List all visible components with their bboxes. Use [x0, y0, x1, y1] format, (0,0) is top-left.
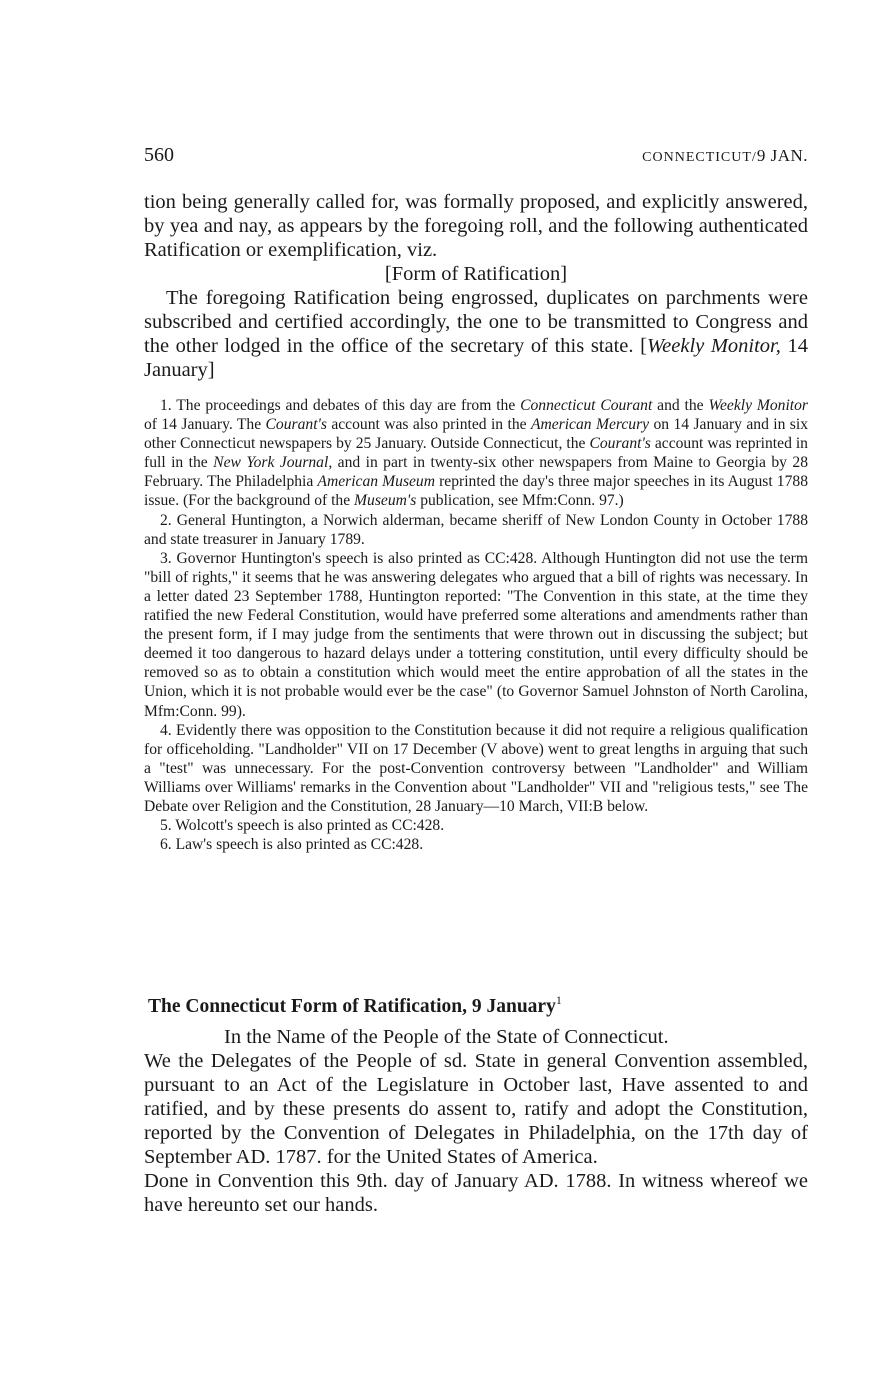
- footnote-6: 6. Law's speech is also printed as CC:428.: [160, 836, 424, 854]
- intro-paragraph-1: tion being generally called for, was formally proposed, and explicitly answered, by yea and nay, as appears by the foregoing roll, and the following authenticated Ratification or exemplification, viz.: [144, 191, 808, 261]
- section-title-text: The Connecticut Form of Ratification, 9 January: [148, 996, 556, 1017]
- footnote-3: 3. Governor Huntington's speech is also printed as CC:428. Although Huntington did not use the term "bill of rights," it seems that he was answering delegates who argued that a bill of rights was necessary. In a letter dated 23 September 1788, Huntington reported: "The Convention in this state, at the time they ratified the new Federal Constitution, would have preferred some alterations and amendments rather than the present form, if I may judge from the sentiments that were thrown out in discussing the subject; but deemed it too dangerous to hazard delays under a tottering constitution, until every difficulty should be removed so as to obtain a constitution which would meet the entire approbation of all the states in the Union, which it is not probable would ever be the case" (to Governor Samuel Johnston of North Carolina, Mfm:Conn. 99).: [144, 549, 808, 720]
- fn1-text: on 14 January and in six other Connecticut newspapers by 25 January. Outside Connecticut, the: [144, 416, 808, 453]
- form-preamble: In the Name of the People of the State of Connecticut.: [224, 1026, 669, 1048]
- fn1-italic: Connecticut Courant: [520, 397, 653, 414]
- source-bracket: [: [640, 335, 647, 357]
- intro-text: [144, 190, 808, 382]
- fn1-italic: Weekly Monitor: [708, 397, 808, 414]
- page-number: 560: [144, 144, 174, 166]
- intro-paragraph-2-text: The foregoing Ratification being engrossed, duplicates on parchments were subscribed and certified accordingly, the one to be transmitted to Congress and the other lodged in the office of the secretary of this state.: [144, 287, 808, 357]
- fn1-italic: American Museum: [317, 473, 435, 491]
- footnotes: [144, 396, 808, 854]
- footnote-2: 2. General Huntington, a Norwich alderman, became sheriff of New London County in October 1788 and state treasurer in January 1789.: [144, 511, 808, 548]
- source-title: Weekly Monitor,: [646, 335, 781, 357]
- footnote-5: 5. Wolcott's speech is also printed as CC:428.: [160, 817, 445, 835]
- fn1-text: and the: [652, 397, 709, 414]
- fn1-text: of 14 January. The: [144, 416, 266, 434]
- fn1-text: publication, see Mfm:Conn. 97.): [416, 492, 624, 510]
- intro-paragraph-2: [144, 286, 808, 382]
- fn1-text: and in part in twenty-six other newspapers from Maine to Georgia by 28 February. The Philadelphia: [144, 454, 808, 491]
- fn1-italic: Courant's: [265, 416, 327, 434]
- fn1-italic: New York Journal,: [213, 454, 333, 472]
- running-head-state: CONNECTICUT/: [642, 150, 757, 165]
- form-of-ratification-heading: [Form of Ratification]: [384, 263, 568, 285]
- fn1-text: account was also printed in the: [326, 416, 531, 434]
- footnote-1: [144, 396, 808, 511]
- source-date: 14 January]: [144, 335, 809, 381]
- ratification-form-text: [144, 1025, 808, 1217]
- form-paragraph-2: Done in Convention this 9th. day of January AD. 1788. In witness whereof we have hereunto set our hands.: [144, 1170, 808, 1216]
- fn1-italic: American Mercury: [530, 416, 650, 434]
- fn1-italic: Courant's: [589, 435, 651, 453]
- running-head: [642, 146, 808, 166]
- section-title-footnote-marker: 1: [555, 993, 562, 1007]
- footnote-4: 4. Evidently there was opposition to the Constitution because it did not require a religious qualification for officeholding. "Landholder" VII on 17 December (V above) went to great lengths in arguing that such a "test" was unnecessary. For the post-Convention controversy between "Landholder" and William Williams over Williams' remarks in the Convention about "Landholder" VII and "religious tests," see The Debate over Religion and the Constitution, 28 January—10 March, VII:B below.: [144, 721, 808, 815]
- section-title: [148, 993, 808, 1018]
- fn1-text: 1. The proceedings and debates of this day are from the: [160, 397, 521, 414]
- page-header: [144, 140, 808, 170]
- fn1-italic: Museum's: [354, 492, 417, 510]
- fn1-text: reprinted the day's three major speeches in its August 1788 issue. (For the background of the: [144, 473, 808, 510]
- fn1-text: account was reprinted in full in the: [144, 435, 808, 472]
- form-paragraph-1: We the Delegates of the People of sd. State in general Convention assembled, pursuant to an Act of the Legislature in October last, Have assented to and ratified, and by these presents do assent to, ratify and adopt the Constitution, reported by the Convention of Delegates in Philadelphia, on the 17th day of September AD. 1787. for the United States of America.: [144, 1050, 808, 1168]
- running-head-date: 9 JAN.: [756, 146, 808, 165]
